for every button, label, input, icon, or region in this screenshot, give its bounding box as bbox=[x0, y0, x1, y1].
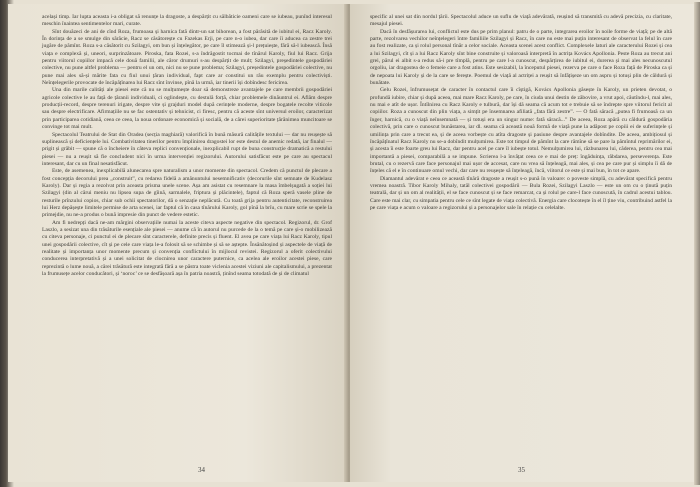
paragraph: Este, de asemenea, inexplicabilă alunecarea spre naturalism a unor momente din spectacol. Credem că punctul de plecare a fost concepția decorului prea „construit”, cu redarea fidelă a amănuntului nesemnificativ (decorurile sînt semnate de Kudelasz Karoly). Dar și regia a rezolvat prin aceasta prisma unele scene. Așa am asistat cu resemnare la masa îmbelșugată a soției lui Szilagyi (din al cărui meniu nu lipsea supa de gîină, sarmalele, friptura și plăcintele), faptul că Roza speră vasele pline de resturile prînzului copios, chiar sub ochii spectatorilor, dă o senzație neplăcută. Cu toată grija pentru autenticitate, reconstruirea lui Herz depășește limitele permise de arta scenei, iar faptul că în casa tînărului Karoly, gol pînă la brîu, cu mare scrie se spele la primejdie, nu ne-a produs o bună impresie din punct de vedere estetic. bbox=[42, 168, 332, 219]
paragraph: Una din marile calități ale piesei este că nu se mulțumește doar să demonstreze avantajele pe care membrii gospodăriei agricole colective le au față de țăranii individuali, ci oglindește, cu destulă forță, chiar problemele dinăuntrul ei. Aflăm despre producții-record, despre terenuri irigate, despre vite și grajduri model după cerințele moderne, despre bogatele recolte viticole sau despre electrificare. Afirmațiile nu se fac ostentativ și tehnicist, ci firesc, pentru că aceste sînt universul eroilor, caracterizat prin participarea cotidiană, ceea ce ceea, la noua ordonare economică și socială, de a cărei superioritate țărănimea muncitoare se convinge tot mai mult. bbox=[42, 87, 332, 131]
paragraph: Dacă în desfășurarea lui, conflictul este dus pe prim planul: patru de o parte, integrarea eroilor în noile forme de viață; pe de altă parte, rezolvarea vechilor neînțelegeri între familiile Szilagyi și Racz, în care nu este mai puțin interesant de observat la felul în care au fost realizate, ca și rolul personal tînăr a celor sociale. Aceasta scenei acest conflict. Complexele laturi ale caracterului Rozei și cea a lui Szilagyi, cît și a lui Racz Karoly sînt bine construite și valoroasă interpretă în actrița Kovács Apollonia. Peste Roza au trecut ani grei, părul ei albit s-a redus să-i pre tîmplă, pentru pe care l-a cunoscut, despărțirea de iubitul ei, durerea și mai ales necunoscutul orgoliu, iar dragostea de o femeie care a fost atins. Este sesizabil, la începutul piesei, rezerva pe care o face Roza față de Piroska ca și de nepoata lui Karoly și de la care se ferește. Poemul de viață al actriței a reușit să înfățișeze un om aspru și totuși plin de căldură și bunătate. bbox=[370, 28, 672, 87]
page-edges bbox=[694, 2, 700, 485]
paragraph: același timp. Iar lupta aceasta i-a obligat să renunțe la dragoste, a despărțit cu sălbăticie oameni care se iubeau, punînd interesul meschin înaintea sentimentelor mari, curate. bbox=[42, 14, 332, 28]
right-page bbox=[350, 4, 694, 482]
page-number: 34 bbox=[198, 466, 205, 474]
paragraph: Am fi nedrepți dacă ne-am mărgini observațiile numai la aceste citeva aspecte negative din spectacol. Regizorul, dr. Grof Laszlo, a sesizat una din trăsăturile esențiale ale piesei — anume că în autorul nu purcede de la o temă pe care și-o mobilizează cu citeva personaje, ci punctul ei de plecare sînt caracterele, definite precis și fluent. El avea pe care viața lui Racz Karoly, tipul unei gospodării colective, cît și pe cele care viața le-a folosit să se schimbe și să se aștepte. Însănătoșind și aspectele de viață de realitate și importanța unor momente precum și convenția conflictului în mijlocul revistei. Regizorul a oferit colectivului conducerea interpretativă și a unei solicitat de clocnirea unor caractere puternice, ca acelea ale eroilor acestei piese, care reprezintă o lume nouă, a cărei trăsătură este integrată fără a se păstra toate viclenia acestei viziuni ale capitalismului, a prezentat la frumusețe acelor conducători, și ‘noroc’ ce se desfășoară așa în patria noastră, ținînd seama totodată de și de climatul bbox=[42, 219, 332, 278]
paragraph: Spectacolul Teatrului de Stat din Oradea (secția maghiară) valorifică în bună măsură calitățile textului — dar nu reușește să suplinească și deficiențele lui. Combativitatea tinerilor pentru împlinirea dragostei lor este destul de anemic redată, iar finalul — prigit și grăbit — spune că o încheiere în câteva replici convenționale, inexplicabil rupt de buna construcție dramatică a restului piesei — nu a reușit să fie concludent nici în urma intervenției regizorului. Autorului satisfăcut este pe care au spectacul interesant, dar cu un final nesatisfăcut. bbox=[42, 131, 332, 167]
paragraph: specific al unei sat din nordul țării. Spectacolul aduce un suflu de viață adevărată, reușind să transmită cu adevă precizia, cu claritate, mesajul piesei. bbox=[370, 14, 672, 28]
page-number: 35 bbox=[518, 466, 525, 474]
left-page bbox=[8, 4, 348, 482]
left-page-text bbox=[42, 14, 332, 278]
paragraph: Gelu Rozei, înfrumusețat de caracter în contactul care îi cîștigă, Kovács Apollonia găsește în Karoly, un prieten devotat, o profundă iubire, chiar și după aceea, mai mare Racz Karoly, pe care, în ciuda unui destin de zăbovire, a vrut apoi, căutîndu-l, mai ales, nu mai e atît de ușor. Întîlnirea cu Racz Karoly e tulbură, dar își dă seama că acum tot e trebuie să se îndrepte spre viitorul fericit al copiilor. Roza a cunoscut din plin viața, a simțit pe însemnarea afiliată „fata fără zestre”. — O fată săracă „putea fi frumoasă ca un înger, harnică, cu o viață neînsemnată — și totuși era un singur nume: fată săracă...” De aceea, Roza apără cu căldură gospodăria colectivă, prin care o cunoscut bunăstarea, iar dl. seama că această nouă formă de viață pune la adăpost pe copiii ei de suferințele și umilința prin care a trecut ea, și de aceea vorbește cu atîta dragoste și pasiune despre avantajele dobîndite. De aceea, ambițiosul și încăpățînatul Racz Karoly nu se-a dobîndit mulțumirea. Este tot timpul de pămînt la care rămîne să se pare la pămîntul reprimărilor ei, și acesta îi este foarte greu lui Racz, dar pentru acel pe care îl iubește totul. Nemulțumirea lui, răzbunarea lui, căderea, pentru cea mai importantă a piesei, comparabilă a se impune. Scrierea l-a învățat ceea ce e mai de preț: îngăduința, răbdarea, perseverența. Este brutal, cu o rezervă care face personajul mai ușor de accesat, care nu vrea să înțeleagă, mai ales, și cea pe care pur și simplu îi dă de înțeles că el e în continuare omul vechi, dar care nu reușește să înțeleagă, încă, viitorul ce este și mai bun, în tot ce apare. bbox=[370, 87, 672, 175]
paragraph: Sînt douăzeci de ani de cînd Roza, frumoasa și harnica fată dintr-un sat bihorean, a fost părăsită de iubitul ei, Racz Karoly. În dorința de a se smulge din sărăcie, Racz se căsătorește cu Fazekas Erji, pe care n-o iubea, dar care îi aducea ca zestre trei jugăre de pămînt. Roza s-a căsătorit cu Szilagyi, om bun și înțelegător, pe care îl stimează și-l prețuiește, fără să-l iubească. Însă viața e complexă și, uneori, surprinzătoare. Piroska, fata Rozei, s-a îndrăgostit tocmai de tînărul Karoly, fiul lui Racz. Grija pentru viitorul copiilor impacă cele două familii, ale căror drumuri s-au despărțit de mult; Szilagyi, președintele gospodăriei colective, nu pune altfel problema — pentru el un om, nici nu se pune problema; Szilagyi, președintele gospodăriei colective, nu pune mai ales să-și mărite fata cu fiul unui țăran individual, fapt care ar constitui un rău exemplu pentru colectiviști. Neînțelegerile provocate de încăpățînarea lui Racz sînt învinse, pînă la urmă, iar tinerii își dobîndesc fericirea. bbox=[42, 28, 332, 87]
right-page-text bbox=[370, 14, 672, 212]
paragraph: Diamantul adevărat e ceea ce această tînără dragoste a reușit s-o pună în valoare: o poveste simplă, cu adevărat specifică pentru vremea noastră. Tibor Karoly Mihaly, tatăl colectivei gospodării — Bula Rozei, Szilagyi Laszlo — este un om cu o ținută puțin teatrală, dar și un om al realității, el se face cunoscut și se face remarcat, ca și rolul pe care-l face cunoscută, în cadrul acestui tablou. Care este mai clar, cu simpatia pentru cele ce sînt legate de viața colectivă. Energia care clocotește în el îl ține viu, contribuind astfel la pe care viața e acum o valoare a regizorului și a personajelor sale în relație cu celelalte. bbox=[370, 175, 672, 211]
